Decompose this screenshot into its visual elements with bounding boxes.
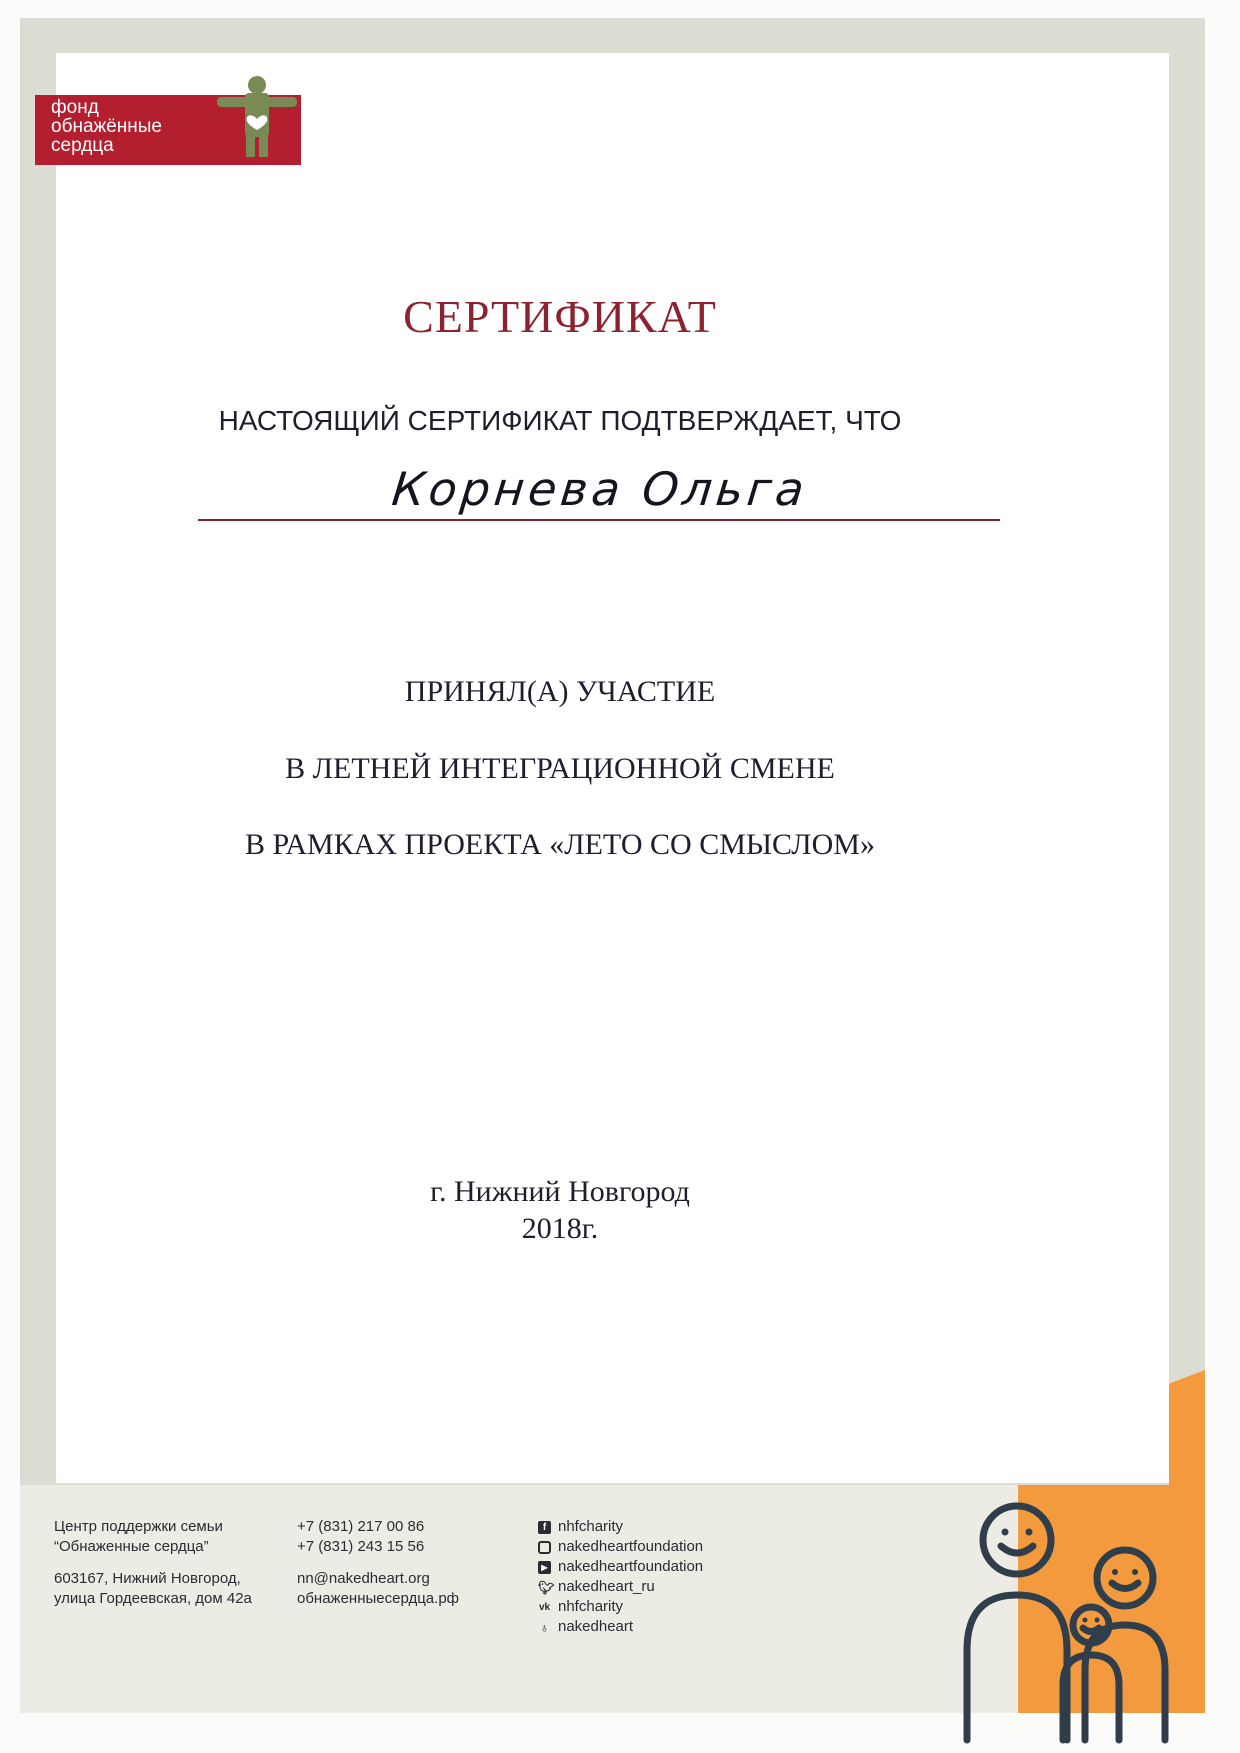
social-item-odnoklassniki: [538, 1617, 703, 1637]
email: nn@nakedheart.org: [297, 1570, 430, 1587]
family-illustration: [945, 1500, 1215, 1750]
project-line: В РАМКАХ ПРОЕКТА «ЛЕТО СО СМЫСЛОМ»: [245, 828, 875, 861]
social-handle: nhfcharity: [558, 1598, 624, 1615]
social-handle: nhfcharity: [558, 1518, 624, 1535]
twitter-icon: 🐦︎: [538, 1579, 555, 1595]
phone-2: +7 (831) 243 15 56: [297, 1538, 425, 1555]
org-name-line2: “Обнаженные сердца”: [54, 1538, 209, 1555]
footer-address: [54, 1517, 252, 1609]
social-item-vk: [538, 1597, 703, 1617]
social-handle: nakedheartfoundation: [558, 1558, 704, 1575]
social-item-youtube: [538, 1557, 703, 1577]
social-handle: nakedheart_ru: [558, 1578, 655, 1595]
odnoklassniki-icon: ♁: [539, 1619, 550, 1635]
social-item-facebook: [538, 1517, 703, 1537]
recipient-name: Корнева Ольга: [389, 462, 811, 516]
vk-icon: vk: [538, 1601, 551, 1613]
event-line: В ЛЕТНЕЙ ИНТЕГРАЦИОННОЙ СМЕНЕ: [285, 752, 835, 785]
certificate-title: СЕРТИФИКАТ: [403, 291, 717, 342]
phone-1: +7 (831) 217 00 86: [297, 1518, 425, 1535]
city: г. Нижний Новгород: [430, 1175, 690, 1208]
logo-text: фонд обнажённые сердца: [51, 97, 162, 156]
org-name-line1: Центр поддержки семьи: [54, 1518, 223, 1535]
instagram-icon: [538, 1541, 551, 1554]
certificate-subtitle: НАСТОЯЩИЙ СЕРТИФИКАТ ПОДТВЕРЖДАЕТ, ЧТО: [218, 405, 902, 436]
youtube-icon: ▶: [538, 1561, 551, 1574]
address-line1: 603167, Нижний Новгород,: [54, 1570, 241, 1587]
address-line2: улица Гордеевская, дом 42а: [54, 1590, 252, 1607]
participation-line: ПРИНЯЛ(А) УЧАСТИЕ: [404, 675, 716, 708]
social-item-twitter: [538, 1577, 703, 1597]
social-handle: nakedheart: [558, 1618, 634, 1635]
facebook-icon: f: [538, 1521, 551, 1534]
footer-contacts: [297, 1517, 459, 1609]
social-handle: nakedheartfoundation: [558, 1538, 704, 1555]
heart-figure-icon: [212, 75, 302, 175]
year: 2018г.: [521, 1212, 599, 1245]
social-item-instagram: [538, 1537, 703, 1557]
footer-social: [538, 1517, 703, 1637]
website: обнаженныесердца.рф: [297, 1590, 460, 1607]
orange-decoration-top: [1169, 1370, 1205, 1485]
name-underline: [198, 519, 1000, 521]
